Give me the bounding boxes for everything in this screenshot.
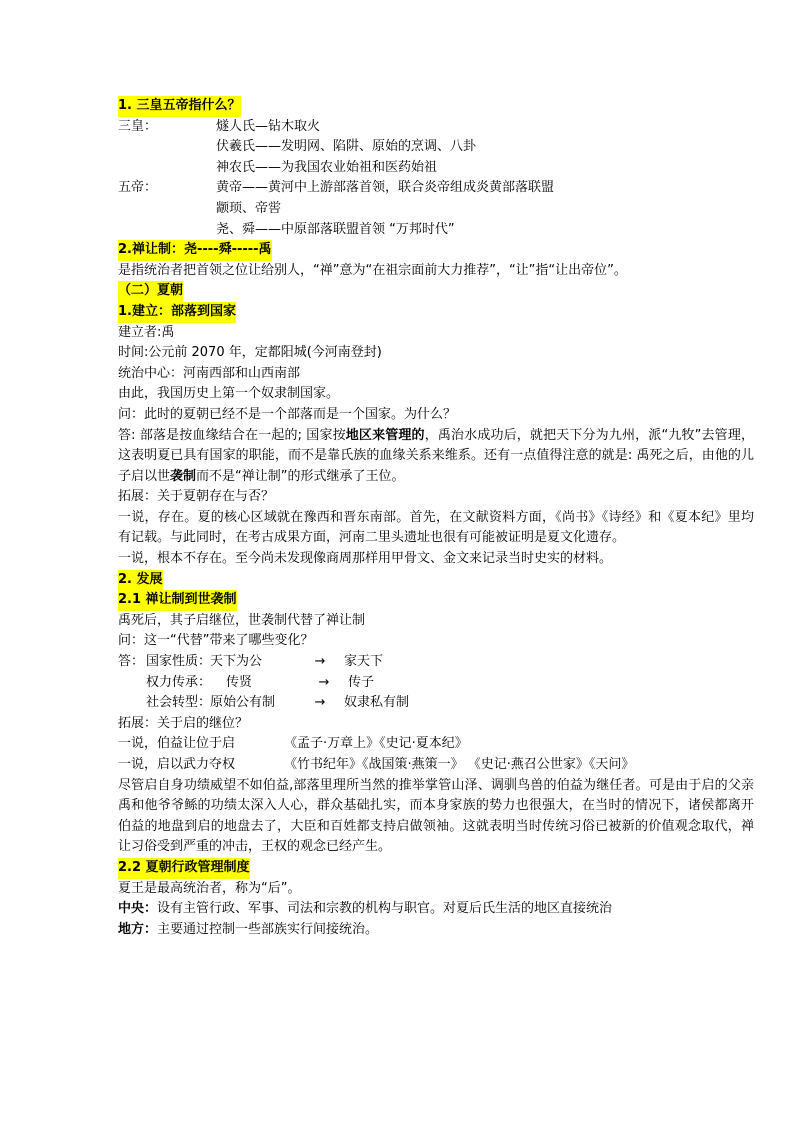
wudi-label: 五帝：: [118, 180, 158, 196]
paragraph-xiawang: 夏王是最高统治者，称为“后”。: [118, 880, 301, 896]
view-not-exists: 一说，根本不存在。至今尚未发现像商周那样用甲骨文、金文来记录当时史实的材料。: [118, 551, 613, 567]
change-row: 社会转型：原始公有制 → 奴隶私有制: [118, 693, 754, 714]
sanhuang-item: 伏羲氏——发明网、陷阱、原始的烹调、八卦: [216, 139, 477, 155]
sanhuang-item: 神农氏——为我国农业始祖和医药始祖: [216, 159, 438, 175]
arrow-icon: →: [314, 695, 326, 711]
question-why-state: 问：此时的夏朝已经不是一个部落而是一个国家。为什么？: [118, 406, 457, 422]
arrow-icon: →: [314, 654, 326, 670]
answer-why-state: 答: 部落是按血缘结合在一起的; 国家按地区来管理的，禹治水成功后，就把天下分为九州，派“九牧”去管理，这表明夏已具有国家的职能，而不是靠氏族的血缘关系来维系。还有一点值得注意的就是: 禹死之后，由他的儿子启以世袭制而不是“禅让制”的形式继承了王位。: [118, 427, 754, 484]
central-admin: 中央：设有主管行政、军事、司法和宗教的机构与职官。对夏后氏生活的地区直接统治: [118, 901, 613, 917]
wudi-item: 尧、舜——中原部落联盟首领 “万邦时代”: [216, 221, 455, 237]
heading-xingzheng: 2.2 夏朝行政管理制度: [118, 858, 250, 879]
wudi-item: 颛顼、帝喾: [216, 200, 282, 216]
jianli-line: 时间:公元前 2070 年，定都阳城(今河南登封): [118, 345, 382, 361]
sanhuang-item: 燧人氏—钻木取火: [216, 118, 321, 134]
view-usurpation: 一说，启以武力夺权 《竹书纪年》《战国策·燕策一》 《史记·燕召公世家》《天问》: [118, 757, 635, 772]
extension-qi-succession: 拓展：关于启的继位？: [118, 715, 249, 731]
extension-xia-existence: 拓展：关于夏朝存在与否？: [118, 489, 275, 505]
view-abdication: 一说，伯益让位于启 《孟子·万章上》《史记·夏本纪》: [118, 736, 468, 752]
sanhuang-label: 三皇：: [118, 118, 158, 134]
jianli-line: 统治中心：河南西部和山西南部: [118, 365, 301, 381]
heading-xia-dynasty: （二）夏朝: [118, 281, 183, 302]
paragraph-analysis: 尽管启自身功绩威望不如伯益,部落里理所当然的推举掌管山泽、调驯鸟兽的伯益为继任者。可是由于启的父亲禹和他爷爷鲧的功绩太深入人心，群众基础扎实，而本身家族的势力也很强大，在当时的情况下，诸侯都离开伯益的地盘到启的地盘去了，大臣和百姓都支持启做领袖。这就表明当时传统习俗已被新的价值观念取代，禅让习俗受到严重的冲击，王权的观念已经产生。: [118, 777, 754, 855]
paragraph-shixi: 禹死后，其子启继位，世袭制代替了禅让制: [118, 612, 366, 628]
jianli-line: 由此，我国历史上第一个奴隶制国家。: [118, 386, 340, 402]
heading-shixi: 2.1 禅让制到世袭制: [118, 590, 237, 611]
change-row: 权力传承： 传贤 → 传子: [118, 673, 754, 694]
local-admin: 地方：主要通过控制一些部族实行间接统治。: [118, 921, 379, 937]
sanhuang-row-1: [118, 117, 754, 138]
question-changes: 问：这一“代替”带来了哪些变化？: [118, 633, 314, 649]
paragraph-chanrang: 是指统治者把首领之位让给别人，“禅”意为“在祖宗面前大力推荐”，“让”指“让出帝位”。: [118, 262, 627, 278]
wudi-row-1: [118, 178, 754, 199]
heading-chanrang: 2.禅让制：尧----舜-----禹: [118, 240, 272, 261]
wudi-item: 黄帝——黄河中上游部落首领，联合炎帝组成炎黄部落联盟: [216, 180, 555, 196]
heading-jianli: 1.建立：部落到国家: [118, 302, 236, 323]
jianli-line: 建立者:禹: [118, 324, 175, 340]
heading-fazhan: 2. 发展: [118, 570, 163, 591]
arrow-icon: →: [318, 674, 330, 690]
heading-sanhuang-wudi: 1. 三皇五帝指什么？: [118, 96, 241, 117]
view-exists: 一说，存在。夏的核心区域就在豫西和晋东南部。首先，在文献资料方面，《尚书》《诗经》和《夏本纪》里均有记载。与此同时，在考古成果方面，河南二里头遗址也很有可能被证明是夏文化遗存。: [118, 509, 754, 546]
change-row: 答： 国家性质：天下为公 → 家天下: [118, 652, 754, 673]
